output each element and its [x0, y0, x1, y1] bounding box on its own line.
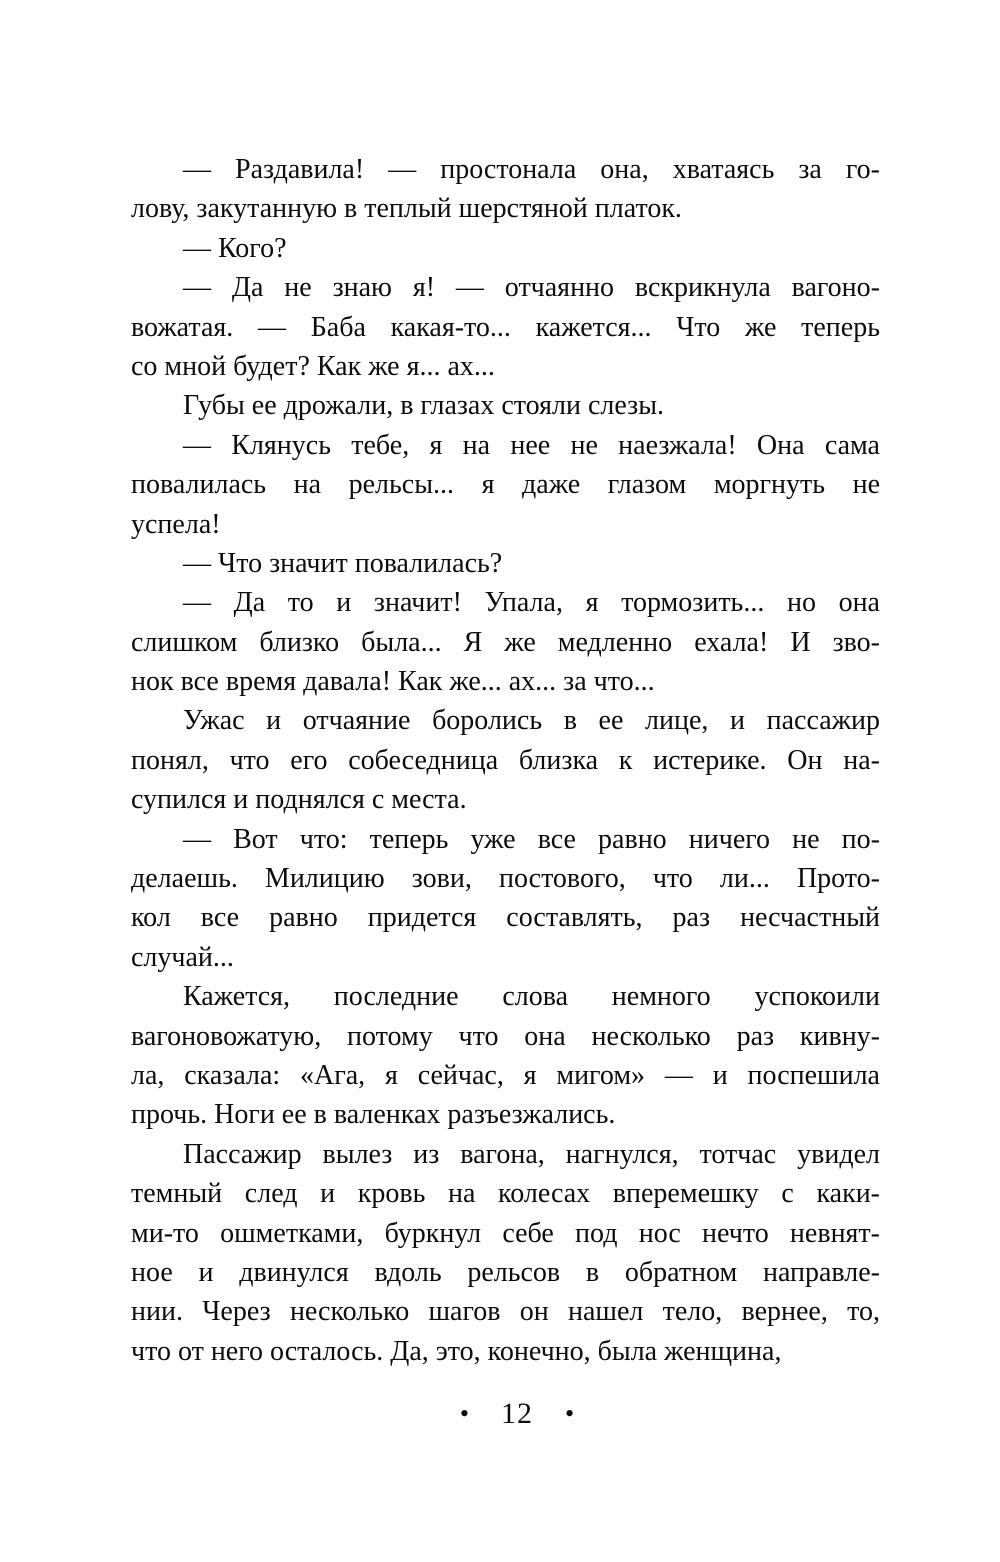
text-line: повалилась на рельсы... я даже глазом моргнуть не — [131, 469, 880, 501]
text-line: Губы ее дрожали, в глазах стояли слезы. — [183, 390, 665, 422]
text-line: со мной будет? Как же я... ах... — [131, 350, 495, 382]
page-footer — [17, 1396, 1000, 1432]
text-line: понял, что его собеседница близка к истерике. Он на- — [131, 744, 880, 776]
text-line: — Клянусь тебе, я на нее не наезжала! Она сама — [183, 429, 880, 461]
footer-bullet-right-icon: • — [565, 1399, 575, 1428]
text-line: — Раздавила! — простонала она, хватаясь за го- — [183, 154, 880, 185]
text-line: делаешь. Милицию зови, постового, что ли... Прото- — [131, 863, 880, 895]
text-line: слишком близко была... Я же медленно ехала! И зво- — [131, 626, 880, 658]
text-line: — Да то и значит! Упала, я тормозить... но она — [183, 587, 880, 619]
text-line: Пассажир вылез из вагона, нагнулся, тотчас увидел — [183, 1138, 880, 1170]
text-line: ми-то ошметками, буркнул себе под нос нечто невнят- — [131, 1217, 880, 1249]
text-line: темный след и кровь на колесах вперемешку с каки- — [131, 1178, 880, 1210]
text-line: лову, закутанную в теплый шерстяной платок. — [131, 193, 682, 225]
text-line: ла, сказала: «Ага, я сейчас, я мигом» — и поспешила — [131, 1059, 880, 1091]
text-line: вожатая. — Баба какая-то... кажется... Что же теперь — [131, 311, 880, 343]
text-line: — Что значит повалилась? — [183, 547, 503, 579]
text-line: что от него осталось. Да, это, конечно, была женщина, — [131, 1335, 782, 1367]
text-line: вагоновожатую, потому что она несколько раз кивну- — [131, 1020, 880, 1052]
text-line: ное и двинулся вдоль рельсов в обратном направле- — [131, 1256, 880, 1288]
text-line: — Да не знаю я! — отчаянно вскрикнула вагоно- — [183, 272, 880, 304]
text-line: успела! — [131, 508, 221, 540]
text-line: кол все равно придется составлять, раз несчастный — [131, 902, 880, 934]
text-block — [131, 150, 880, 1371]
text-line: Кажется, последние слова немного успокоили — [183, 981, 880, 1013]
page-number: 12 — [501, 1397, 533, 1430]
text-line: Ужас и отчаяние боролись в ее лице, и пассажир — [183, 705, 880, 737]
text-line: нии. Через несколько шагов он нашел тело, вернее, то, — [131, 1296, 880, 1328]
text-line: случай... — [131, 941, 234, 973]
text-line: прочь. Ноги ее в валенках разъезжались. — [131, 1099, 616, 1131]
text-line: нок все время давала! Как же... ах... за что... — [131, 666, 655, 698]
text-line: супился и поднялся с места. — [131, 784, 467, 816]
text-line: — Кого? — [183, 232, 287, 264]
text-line: — Вот что: теперь уже все равно ничего не по- — [183, 823, 880, 855]
footer-bullet-left-icon: • — [459, 1399, 469, 1428]
